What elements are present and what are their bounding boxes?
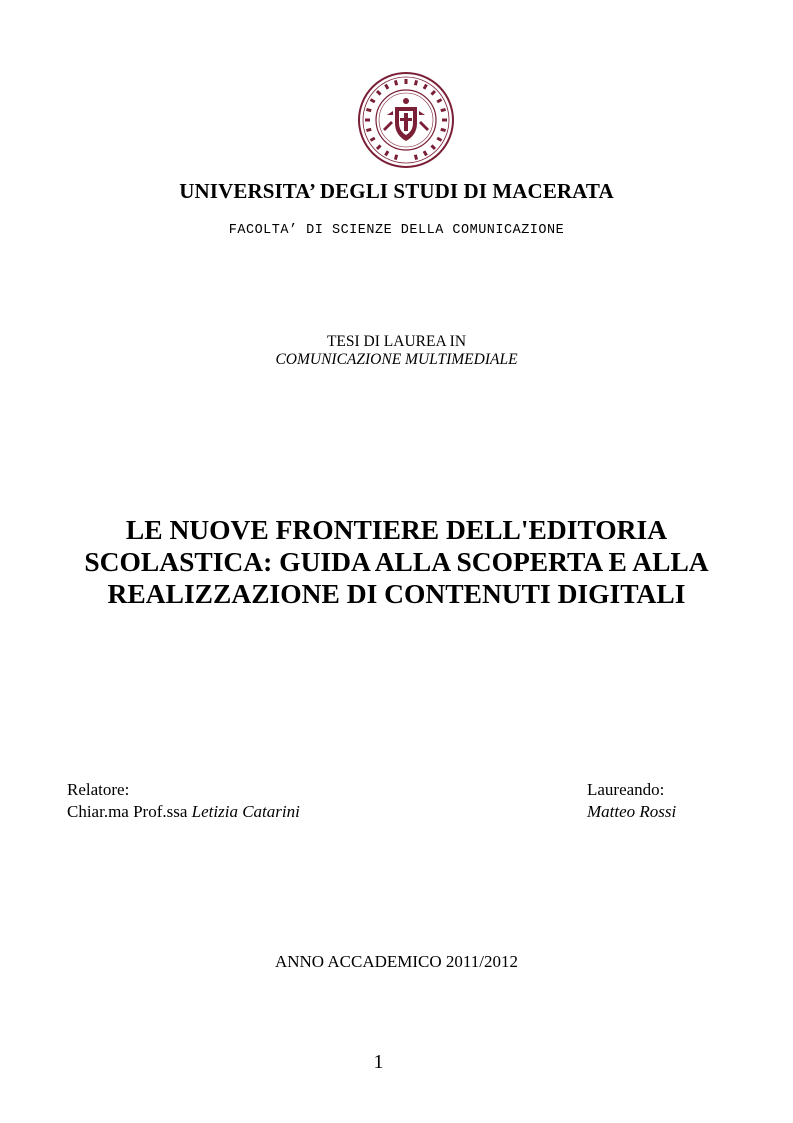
candidate-name: Matteo Rossi	[587, 802, 677, 821]
university-name: UNIVERSITA’ DEGLI STUDI DI MACERATA	[179, 179, 614, 203]
thesis-title-line: REALIZZAZIONE DI CONTENUTI DIGITALI	[107, 578, 686, 609]
academic-year: ANNO ACCADEMICO 2011/2012	[274, 952, 519, 971]
supervisor-label: Relatore:	[67, 780, 130, 799]
supervisor-full-name: Letizia Catarini	[191, 802, 300, 821]
thesis-title-line: SCOLASTICA: GUIDA ALLA SCOPERTA E ALLA	[84, 546, 709, 577]
thesis-subject: COMUNICAZIONE MULTIMEDIALE	[275, 351, 518, 368]
faculty-name: FACOLTA’ DI SCIENZE DELLA COMUNICAZIONE	[228, 223, 565, 238]
supervisor-name	[67, 801, 300, 823]
candidate-label: Laureando:	[587, 780, 665, 799]
supervisor-title: Chiar.ma Prof.ssa	[67, 802, 188, 821]
university-seal-icon	[357, 71, 455, 169]
page-number: 1	[373, 1051, 384, 1073]
thesis-title-line: LE NUOVE FRONTIERE DELL'EDITORIA	[125, 514, 668, 545]
thesis-type-label: TESI DI LAUREA IN	[326, 333, 467, 350]
